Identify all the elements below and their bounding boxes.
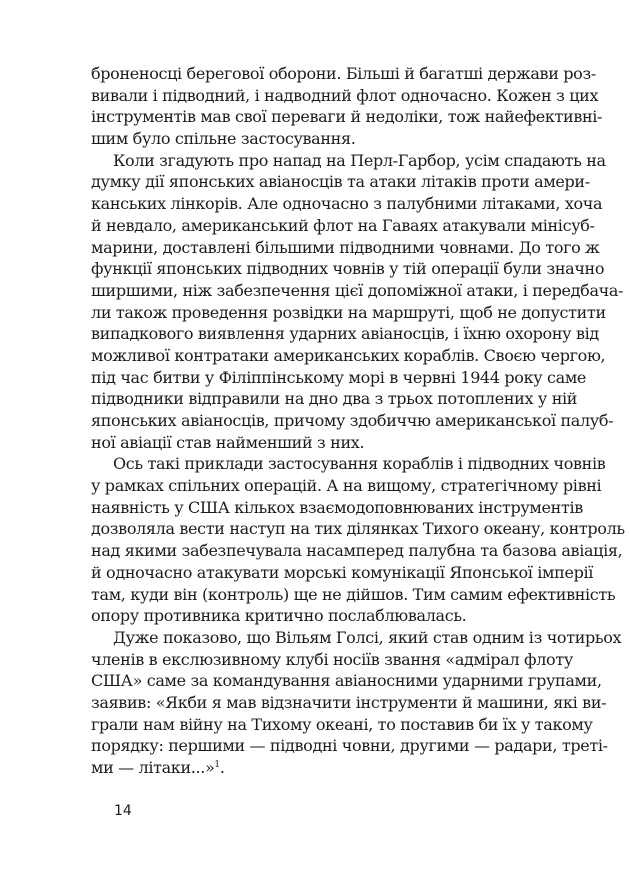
text-line (91, 757, 555, 779)
closing-punctuation: . (219, 758, 225, 777)
text-line: під час битви у Філіппінському морі в червні 1944 року саме (91, 367, 587, 387)
text-line: дозволяла вести наступ на тих ділянках Тихого океану, контроль (91, 519, 625, 539)
text-line: США» саме за командування авіаносними ударними групами, (91, 671, 602, 691)
text-line: й одночасно атакувати морські комунікації Японської імперії (91, 562, 594, 582)
paragraph-3 (91, 453, 625, 627)
text-line: японських авіаносців, причому здобиччю американської палуб- (91, 411, 614, 430)
text-line: можливої контратаки американських кораблів. Своєю чергою, (91, 345, 606, 365)
text-line: наявність у США кількох взаємодоповнюваних інструментів (91, 497, 583, 517)
text-line: ної авіації став найменший з них. (91, 432, 365, 452)
page-number: 14 (114, 803, 132, 819)
text-line: марини, доставлені більшими підводними човнами. До того ж (91, 237, 600, 257)
text-line: й невдало, американський флот на Гаваях атакували мінісуб- (91, 215, 595, 235)
text-line: шим було спільне застосування. (91, 129, 356, 149)
text-line: думку дії японських авіаносців та атаки літаків проти амери- (91, 172, 590, 192)
text-line: підводники відправили на дно два з трьох потоплених у ній (91, 389, 578, 409)
footnote-marker[interactable]: 1 (214, 760, 220, 770)
text-line: інструментів мав свої переваги й недоліки, тож найефективні- (91, 107, 603, 127)
text-line: над якими забезпечувала насамперед палубна та базова авіація, (91, 541, 623, 561)
text-line: заявив: «Якби я мав відзначити інструменти й машини, які ви- (91, 692, 607, 712)
text-line: Дуже показово, що Вільям Голсі, який став одним із чотирьох (113, 627, 622, 647)
text-line: Ось такі приклади застосування кораблів і підводних човнів (113, 454, 606, 474)
text-line: вивали і підводний, і надводний флот одночасно. Кожен з цих (91, 85, 599, 105)
text-line-content: ми — літаки...» (91, 758, 215, 777)
body-text (91, 63, 625, 779)
text-line: грали нам війну на Тихому океані, то поставив би їх у такому (91, 714, 593, 734)
text-line: Коли згадують про напад на Перл-Гарбор, усім спадають на (113, 150, 606, 170)
text-line: членів в екслюзивному клубі носіїв звання «адмірал флоту (91, 649, 573, 669)
text-line: там, куди він (контроль) ще не дійшов. Тим самим ефективність (91, 584, 616, 604)
text-line: канських лінкорів. Але одночасно з палубними літаками, хоча (91, 194, 603, 214)
paragraph-1 (91, 63, 603, 150)
text-line: ли також проведення розвідки на маршруті, щоб не допустити (91, 302, 606, 322)
text-line: випадкового виявлення ударних авіаносців, і їхню охорону від (91, 324, 599, 344)
text-line: порядку: першими — підводні човни, другими — радари, треті- (91, 736, 608, 756)
text-line: опору противника критично послаблювалась. (91, 606, 467, 626)
text-line: функції японських підводних човнів у тій операції були значно (91, 259, 605, 279)
text-line: у рамках спільних операцій. А на вищому, стратегічному рівні (91, 476, 602, 496)
paragraph-4 (91, 627, 622, 779)
text-line: ширшими, ніж забезпечення цієї допоміжної атаки, і передбача- (91, 280, 624, 300)
text-line: броненосці берегової оборони. Більші й багатші держави роз- (91, 64, 596, 83)
paragraph-2 (91, 150, 624, 454)
